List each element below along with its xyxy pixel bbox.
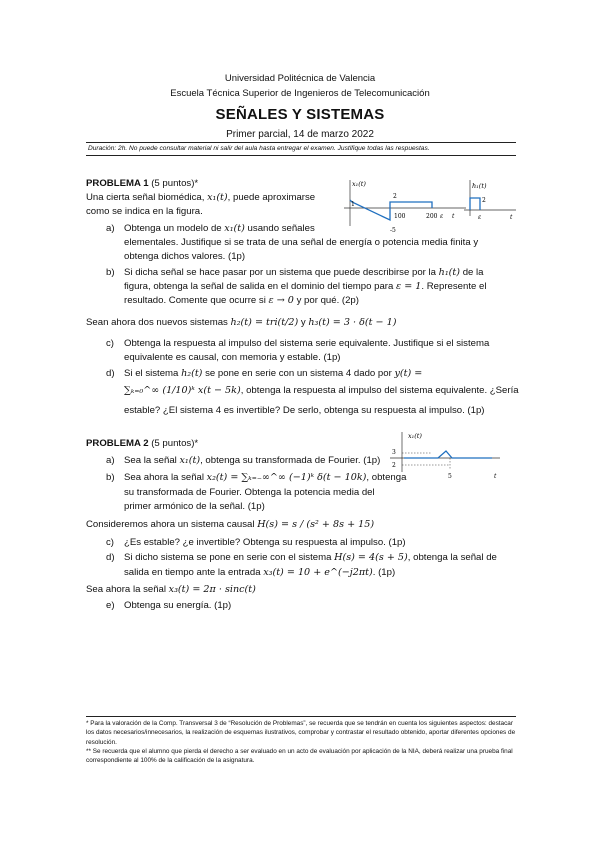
p2-b-line2: su transformada de Fourier. Obtenga la potencia media del xyxy=(124,487,375,498)
p1-c-label: c) xyxy=(106,338,114,349)
p1-c-line2: equivalente es causal, con memoria y estable. (1p) xyxy=(124,352,341,363)
p2-e-label: e) xyxy=(106,600,115,611)
p2-d-label: d) xyxy=(106,552,115,563)
p2-c-line1: ¿Es estable? ¿e invertible? Obtenga su respuesta al impulso. (1p) xyxy=(124,537,406,548)
footnote-rule xyxy=(86,716,516,717)
p1-a-label: a) xyxy=(106,223,115,234)
p1-b-line1: Si dicha señal se hace pasar por un sistema que puede describirse por la h₁(t) de la xyxy=(124,267,484,278)
figure-h1-response xyxy=(460,176,520,226)
problem1-points: (5 puntos)* xyxy=(151,178,199,189)
fig2-ylabel: h₁(t) xyxy=(472,182,487,190)
p1-d-label: d) xyxy=(106,368,115,379)
fig1-tick-100: 100 xyxy=(394,213,406,220)
fig2-t-label: t xyxy=(510,214,513,221)
problem2-title: PROBLEMA 2 xyxy=(86,438,149,449)
p2-a-line1: Sea la señal x₁(t), obtenga su transformada de Fourier. (1p) xyxy=(124,455,381,466)
fig3-ylabel: x₁(t) xyxy=(408,432,422,440)
course-title: SEÑALES Y SISTEMAS xyxy=(215,106,385,123)
duration-note: Duración: 2h. No puede consultar material ni salir del aula hasta entregar el examen. Justifique todas las respuestas. xyxy=(88,145,430,152)
fig1-ylabel: x₁(t) xyxy=(352,180,366,188)
fig3-t-label: t xyxy=(494,473,497,480)
fig1-tick-1: 1 xyxy=(351,201,355,208)
p1-a-line3: obtenga dichos valores. (1p) xyxy=(124,251,246,262)
fig1-signal-trace xyxy=(350,200,432,220)
problem1-intro: Una cierta señal biomédica, x₁(t), puede aproximarse xyxy=(86,192,316,203)
p2-d-line2: salida en tiempo ante la entrada x₃(t) = 10 + e^(−j2πt). (1p) xyxy=(124,567,396,578)
fig1-level-2: 2 xyxy=(393,193,397,200)
figure-p2-x1-signal xyxy=(386,426,504,486)
fig3-signal-trace xyxy=(404,451,492,458)
fig1-level-minus5: -5 xyxy=(390,227,396,234)
problem2-points: (5 puntos)* xyxy=(151,438,199,449)
problem2-heading xyxy=(86,437,198,451)
p2-a-label: a) xyxy=(106,455,115,466)
school-name: Escuela Técnica Superior de Ingenieros de Telecomunicación xyxy=(170,88,430,99)
p1-b-line2: figura, obtenga la señal de salida en el dominio del tiempo para ε = 1. Represente el xyxy=(124,281,487,292)
fig2-eps: ε xyxy=(478,214,482,221)
p2-b-line3: primer armónico de la señal. (1p) xyxy=(124,501,265,512)
problem1-title: PROBLEMA 1 xyxy=(86,178,149,189)
p1-mid-text: Sean ahora dos nuevos sistemas h₂(t) = tri(t/2) y h₃(t) = 3 · δ(t − 1) xyxy=(86,317,397,328)
p1-d-line3: estable? ¿El sistema 4 es invertible? De serlo, obtenga su respuesta al impulso. (1p) xyxy=(124,405,485,416)
problem1-intro-2: como se indica en la figura. xyxy=(86,206,203,217)
fig3-level-3: 3 xyxy=(392,449,396,456)
p2-b-label: b) xyxy=(106,472,115,483)
p1-a-line1: Obtenga un modelo de x₁(t) usando señales xyxy=(124,223,315,234)
p2-e-line1: Obtenga su energía. (1p) xyxy=(124,600,232,611)
fig2-pulse xyxy=(470,198,480,210)
figure-x1-signal xyxy=(340,176,470,236)
fig3-level-2: 2 xyxy=(392,462,396,469)
header-rule-top xyxy=(86,142,516,143)
header-rule-bottom xyxy=(86,155,516,156)
p1-b-line3: resultado. Comente que ocurre si ε → 0 y por qué. (2p) xyxy=(124,295,359,306)
problem1-heading xyxy=(86,177,198,191)
fig1-t-label: t xyxy=(452,213,455,220)
footnote-2: ** Se recuerda que el alumno que pierda el derecho a ser evaluado en un acto de evaluación por aplicación de la NIA, deberá realizar una prueba final correspondiente al 100% de la calificación de la asignatura. xyxy=(86,748,513,765)
p1-d-line1: Si el sistema h₂(t) se pone en serie con un sistema 4 dado por y(t) = xyxy=(124,368,423,379)
exam-date: Primer parcial, 14 de marzo 2022 xyxy=(226,129,374,140)
p2-mid-text: Consideremos ahora un sistema causal H(s) = s / (s² + 8s + 15) xyxy=(86,519,375,530)
p2-c-label: c) xyxy=(106,537,114,548)
fig2-level-2: 2 xyxy=(482,197,486,204)
p1-d-line2: ∑ₖ₌₀^∞ (1/10)ᵏ x(t − 5k), obtenga la respuesta al impulso del sistema equivalente. ¿Sería xyxy=(124,385,519,396)
fig1-tick-200: 200 xyxy=(426,213,438,220)
fig3-tick-5: 5 xyxy=(448,473,452,480)
footnote-1: * Para la valoración de la Comp. Transversal 3 de “Resolución de Problemas”, se recuerda que se tendrán en cuenta los siguientes aspectos: destacar los datos necesarios/innecesarios, la realización de esquemas ilustrativos, comprobar y contrastar el resultado obtenido, aportar diferentes opciones de resolución. xyxy=(86,720,516,746)
p1-c-line1: Obtenga la respuesta al impulso del sistema serie equivalente. Justifique si el sistema xyxy=(124,338,490,349)
p2-mid2-text: Sea ahora la señal x₃(t) = 2π · sinc(t) xyxy=(86,584,256,595)
university-name: Universidad Politécnica de Valencia xyxy=(224,73,376,84)
fig1-eps: ε xyxy=(440,213,444,220)
p1-a-line2: elementales. Justifique si se trata de una señal de energía o potencia media finita y xyxy=(124,237,479,248)
p2-d-line1: Si dicho sistema se pone en serie con el sistema H(s) = 4(s + 5), obtenga la señal de xyxy=(124,552,497,563)
p2-b-line1: Sea ahora la señal x₂(t) = ∑ₖ₌₋∞^∞ (−1)ᵏ δ(t − 10k), obtenga xyxy=(124,472,407,483)
p1-b-label: b) xyxy=(106,267,115,278)
